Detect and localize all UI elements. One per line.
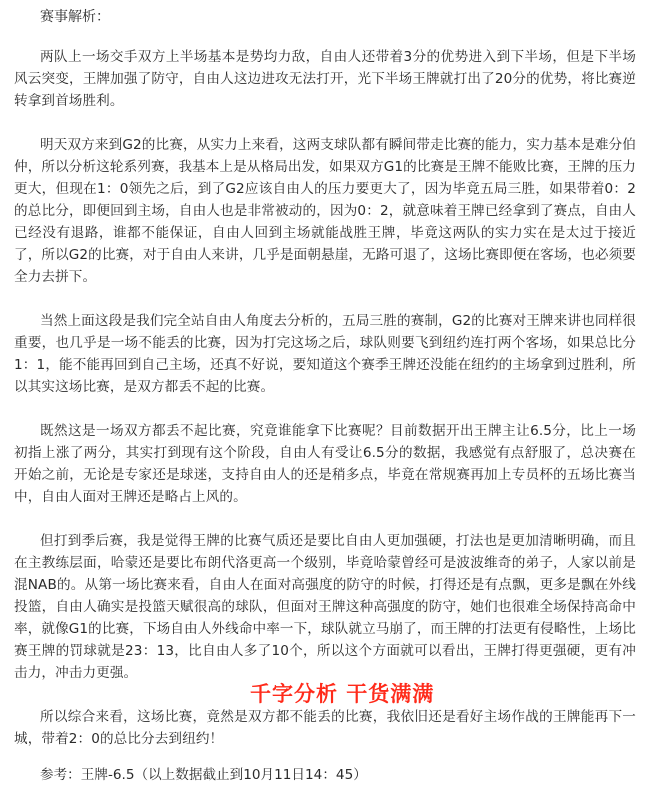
paragraph-1: 两队上一场交手双方上半场基本是势均力敌，自由人还带着3分的优势进入到下半场，但是下半场风云突变，王牌加强了防守，自由人这边进攻无法打开，光下半场王牌就打出了20分的优势，将比赛逆转拿到首场胜利。 xyxy=(14,49,636,109)
paragraph-6: 所以综合来看，这场比赛，竟然是双方都不能丢的比赛，我依旧还是看好主场作战的王牌能再下一城，带着2：0的总比分去到纽约！ xyxy=(14,709,636,747)
paragraph-5: 但打到季后赛，我是觉得王牌的比赛气质还是要比自由人更加强硬，打法也是更加清晰明确，而且在主教练层面，哈蒙还是要比布朗代洛更高一个级别，毕竟哈蒙曾经可是波波维奇的弟子，人家以前是混NAB的。从第一场比赛来看，自由人在面对高强度的防守的时候，打得还是有点飘，更多是飘在外线投篮，自由人确实是投篮天赋很高的球队，但面对王牌这种高强度的防守，她们也很难全场保持高命中率，就像G1的比赛，下场自由人外线命中率一下，球队就立马崩了，而王牌的打法更有侵略性，上场比赛王牌的罚球就是23：13，比自由人多了10个，所以这个方面就可以看出，王牌打得更强硬，更有冲击力，冲击力更强。 xyxy=(14,533,636,681)
paragraph-4: 既然这是一场双方都丢不起比赛，究竟谁能拿下比赛呢？目前数据开出王牌主让6.5分，比上一场初指上涨了两分，其实打到现有这个阶段，自由人有受让6.5分的数据，我感觉有点舒服了，总决赛在开始之前，无论是专家还是球迷，支持自由人的还是稍多点，毕竟在常规赛再加上专员杯的五场比赛当中，自由人面对王牌还是略占上风的。 xyxy=(14,423,636,505)
paragraph-2: 明天双方来到G2的比赛，从实力上来看，这两支球队都有瞬间带走比赛的能力，实力基本是难分伯仲，所以分析这轮系列赛，我基本上是从格局出发，如果双方G1的比赛是王牌不能败比赛，王牌的压力更大，但现在1：0领先之后，到了G2应该自由人的压力要更大了，因为毕竟五局三胜，如果带着0：2的总比分，即便回到主场，自由人也是非常被动的，因为0：2，就意味着王牌已经拿到了赛点，自由人已经没有退路，谁都不能保证，自由人回到主场就能战胜王牌，毕竟这两队的实力实在是太过于接近了，所以G2的比赛，对于自由人来讲，几乎是面朝悬崖，无路可退了，这场比赛即便在客场，也必须要全力去拼下。 xyxy=(14,137,636,285)
article-heading: 赛事解析： xyxy=(40,9,110,25)
promo-banner-text: 千字分析 干货满满 xyxy=(250,682,435,706)
reference-line: 参考：王牌-6.5（以上数据截止到10月11日14：45） xyxy=(40,767,367,783)
paragraph-3: 当然上面这段是我们完全站自由人角度去分析的，五局三胜的赛制，G2的比赛对王牌来讲也同样很重要，也几乎是一场不能丢的比赛，因为打完这场之后，球队则要飞到纽约连打两个客场，如果总比分1：1，能不能再回到自己主场，还真不好说，要知道这个赛季王牌还没能在纽约的主场拿到过胜利，所以其实这场比赛，是双方都丢不起的比赛。 xyxy=(14,313,636,395)
